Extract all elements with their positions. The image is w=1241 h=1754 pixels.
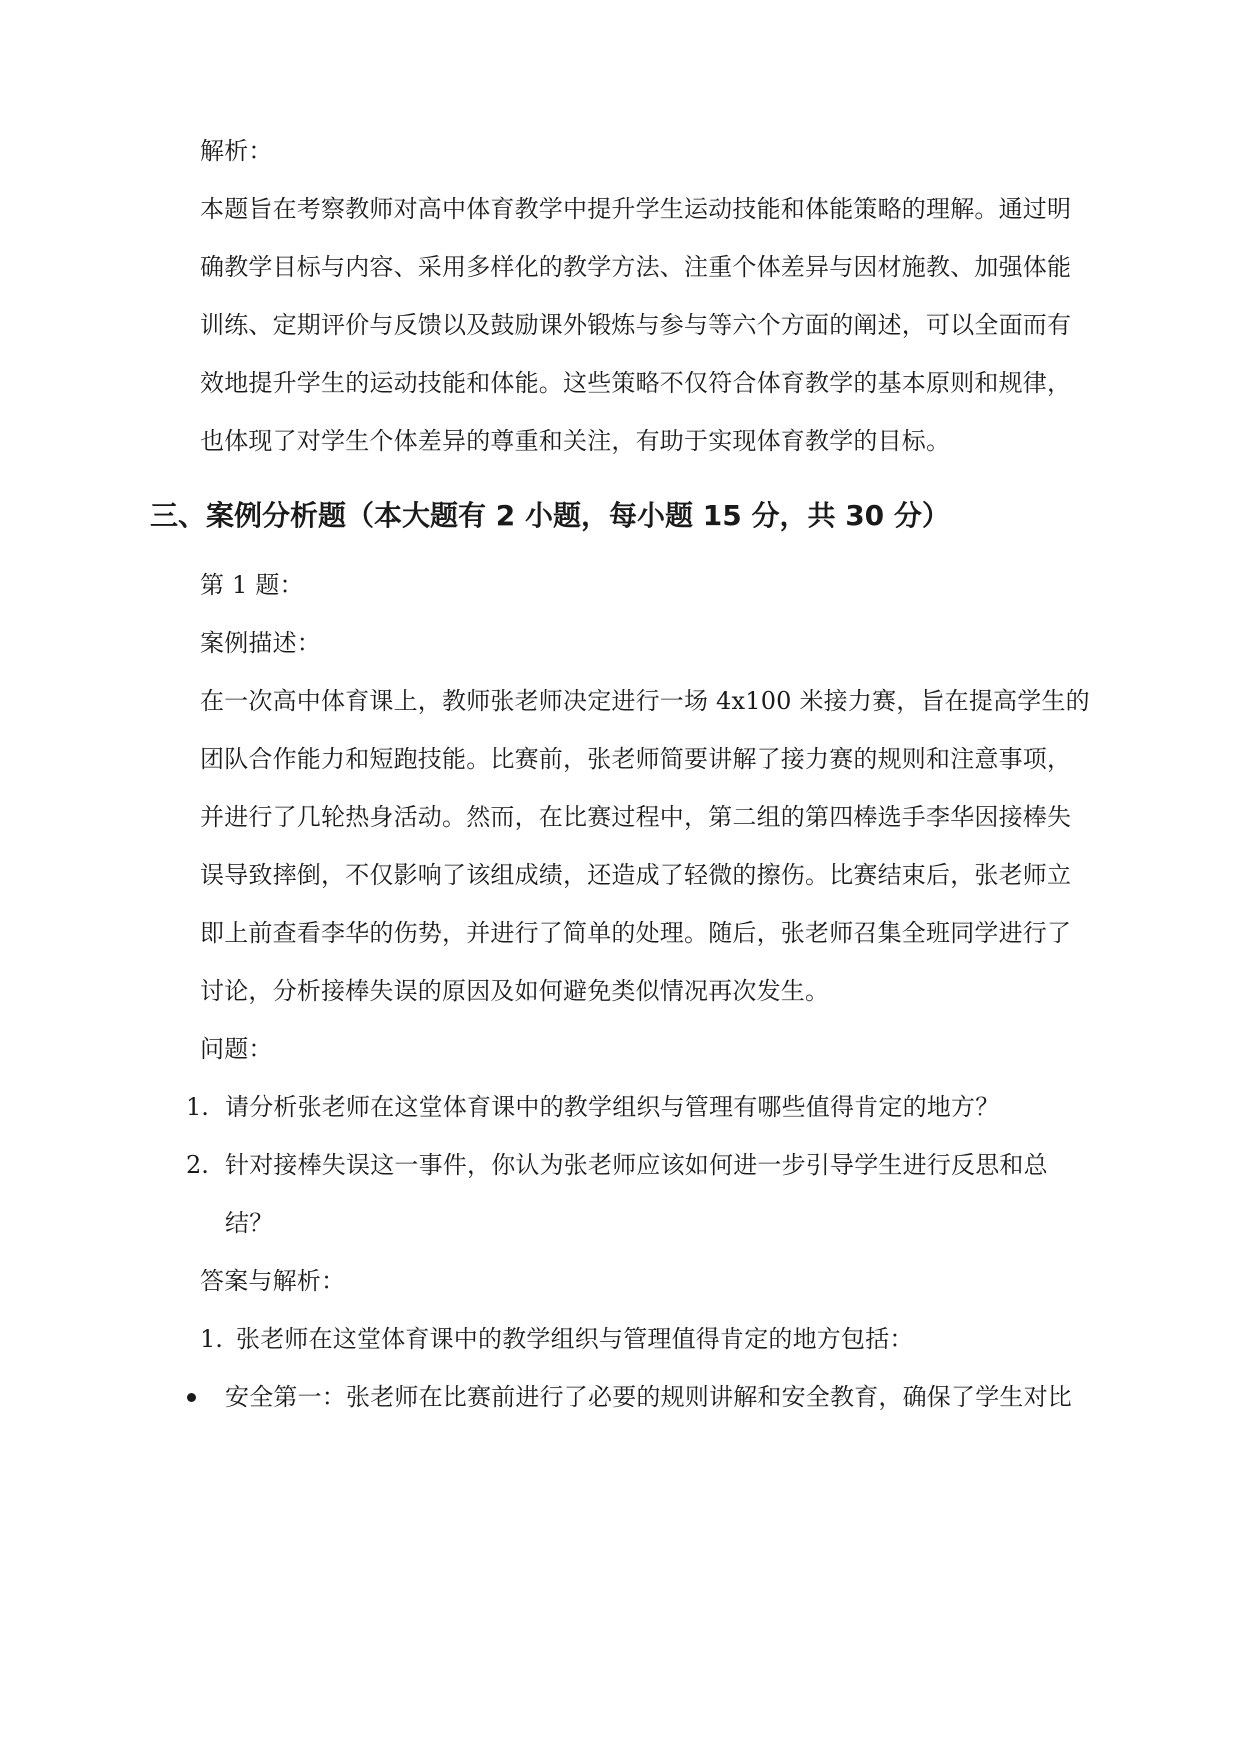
case-label: 案例描述： (200, 629, 321, 657)
analysis-line: 确教学目标与内容、采用多样化的教学方法、注重个体差异与因材施教、加强体能 (200, 253, 1072, 281)
analysis-label: 解析： (200, 137, 273, 165)
answer-1-number: 1. (200, 1325, 223, 1353)
question-2-number: 2. (186, 1151, 209, 1179)
analysis-line: 效地提升学生的运动技能和体能。这些策略不仅符合体育教学的基本原则和规律， (200, 369, 1072, 397)
answer-1-text: 张老师在这堂体育课中的教学组织与管理值得肯定的地方包括： (236, 1325, 914, 1353)
bullet-dot-icon (187, 1393, 196, 1402)
question-1-number: 1. (186, 1093, 209, 1121)
analysis-line: 训练、定期评价与反馈以及鼓励课外锻炼与参与等六个方面的阐述，可以全面而有 (200, 311, 1072, 339)
answer-label: 答案与解析： (200, 1267, 346, 1295)
question-number: 第 1 题： (200, 571, 304, 599)
analysis-line: 也体现了对学生个体差异的尊重和关注，有助于实现体育教学的目标。 (200, 427, 951, 455)
bullet-item-text: 安全第一：张老师在比赛前进行了必要的规则讲解和安全教育，确保了学生对比 (225, 1383, 1072, 1411)
question-1-text: 请分析张老师在这堂体育课中的教学组织与管理有哪些值得肯定的地方？ (225, 1093, 1000, 1121)
questions-label: 问题： (200, 1035, 273, 1063)
question-2-text: 针对接棒失误这一事件，你认为张老师应该如何进一步引导学生进行反思和总 (225, 1151, 1048, 1179)
question-2-text-continued: 结？ (225, 1209, 274, 1237)
case-line: 讨论，分析接棒失误的原因及如何避免类似情况再次发生。 (200, 977, 830, 1005)
analysis-line: 本题旨在考察教师对高中体育教学中提升学生运动技能和体能策略的理解。通过明 (200, 195, 1072, 223)
section-heading: 三、案例分析题（本大题有 2 小题，每小题 15 分，共 30 分） (150, 499, 950, 532)
case-line: 在一次高中体育课上，教师张老师决定进行一场 4x100 米接力赛，旨在提高学生的 (200, 687, 1090, 715)
case-line: 并进行了几轮热身活动。然而，在比赛过程中，第二组的第四棒选手李华因接棒失 (200, 803, 1072, 831)
case-line: 即上前查看李华的伤势，并进行了简单的处理。随后，张老师召集全班同学进行了 (200, 919, 1072, 947)
case-line: 团队合作能力和短跑技能。比赛前，张老师简要讲解了接力赛的规则和注意事项， (200, 745, 1072, 773)
case-line: 误导致摔倒，不仅影响了该组成绩，还造成了轻微的擦伤。比赛结束后，张老师立 (200, 861, 1072, 889)
